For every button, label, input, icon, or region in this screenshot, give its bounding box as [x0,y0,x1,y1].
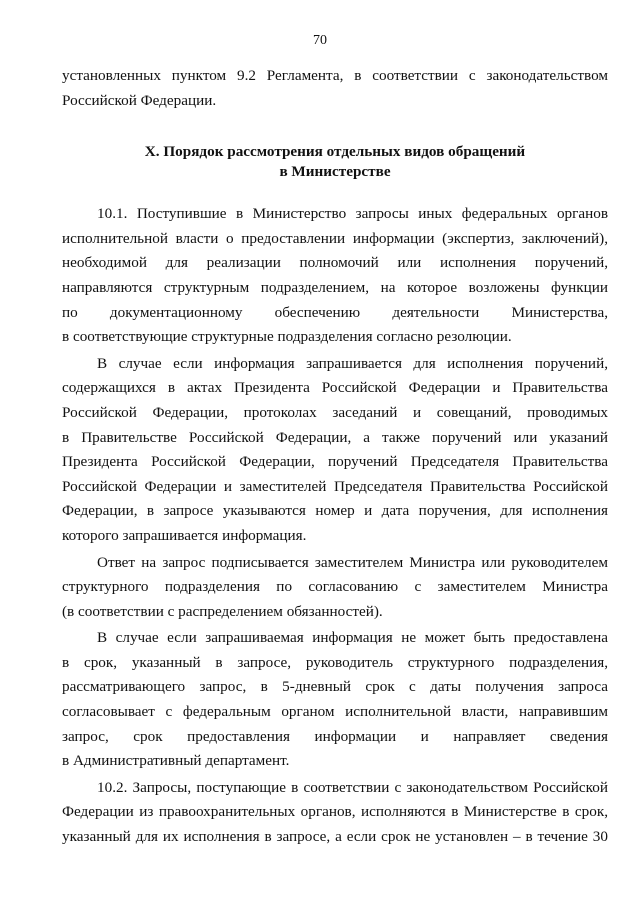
text-line: В случае если запрашиваемая информация не может быть предоставлена [97,629,608,647]
text-line: в срок, указанный в запросе, руководитель структурного подразделения, [62,653,608,671]
section-heading-line: в Министерстве [279,163,391,181]
section-heading-line: X. Порядок рассмотрения отдельных видов обращений [144,143,526,161]
text-line: запрос, срок предоставления информации и направляет сведения [62,727,608,745]
text-line: Президента Российской Федерации, поручений Председателя Правительства [62,453,608,471]
paragraph-deadline-extension [62,626,608,774]
text-line: Российской Федерации и заместителей Председателя Правительства Российской [62,477,608,495]
text-line: установленных пунктом 9.2 Регламента, в соответствии с законодательством [62,67,608,84]
text-line: направляются структурным подразделением, на которое возложены функции [62,278,608,296]
text-line: В случае если информация запрашивается для исполнения поручений, [97,354,608,372]
text-line: по документационному обеспечению деятельности Министерства, [62,303,608,321]
text-line: в Правительстве Российской Федерации, а также поручений или указаний [62,428,608,446]
text-line: которого запрашивается информация. [62,526,307,544]
paragraph-10-2 [62,776,608,850]
text-line: согласовывает с федеральным органом исполнительной власти, направившим [62,703,608,721]
text-line: содержащихся в актах Президента Российской Федерации и Правительства [62,379,608,397]
section-heading [62,142,608,182]
paragraph-info-request [62,352,608,549]
text-line: в соответствующие структурные подразделения согласно резолюции. [62,328,512,346]
text-line: указанный для их исполнения в запросе, а если срок не установлен – в течение 30 [62,828,608,846]
text-line: Федерации из правоохранительных органов, исполняются в Министерстве в срок, [62,803,608,821]
text-line: Федерации, в запросе указываются номер и дата поручения, для исполнения [62,502,608,520]
paragraph-10-1 [62,202,608,350]
text-line: Российской Федерации. [62,91,217,109]
document-body [62,64,608,850]
paragraph-response-signing [62,551,608,625]
text-line: исполнительной власти о предоставлении информации (экспертиз, заключений), [62,229,608,247]
text-line: Российской Федерации, протоколах заседаний и совещаний, проводимых [62,403,608,421]
text-line: 10.1. Поступившие в Министерство запросы иных федеральных органов [97,205,608,223]
intro-paragraph [62,64,608,113]
text-line: рассматривающего запрос, в 5-дневный срок с даты получения запроса [62,678,608,696]
text-line: необходимой для реализации полномочий или исполнения поручений, [62,254,608,272]
text-line: (в соответствии с распределением обязанностей). [62,602,383,620]
text-line: в Административный департамент. [62,752,290,770]
text-line: 10.2. Запросы, поступающие в соответствии с законодательством Российской [97,778,608,796]
page-number: 70 [313,33,327,48]
text-line: структурного подразделения по согласованию с заместителем Министра [62,578,608,596]
text-line: Ответ на запрос подписывается заместителем Министра или руководителем [97,553,608,571]
